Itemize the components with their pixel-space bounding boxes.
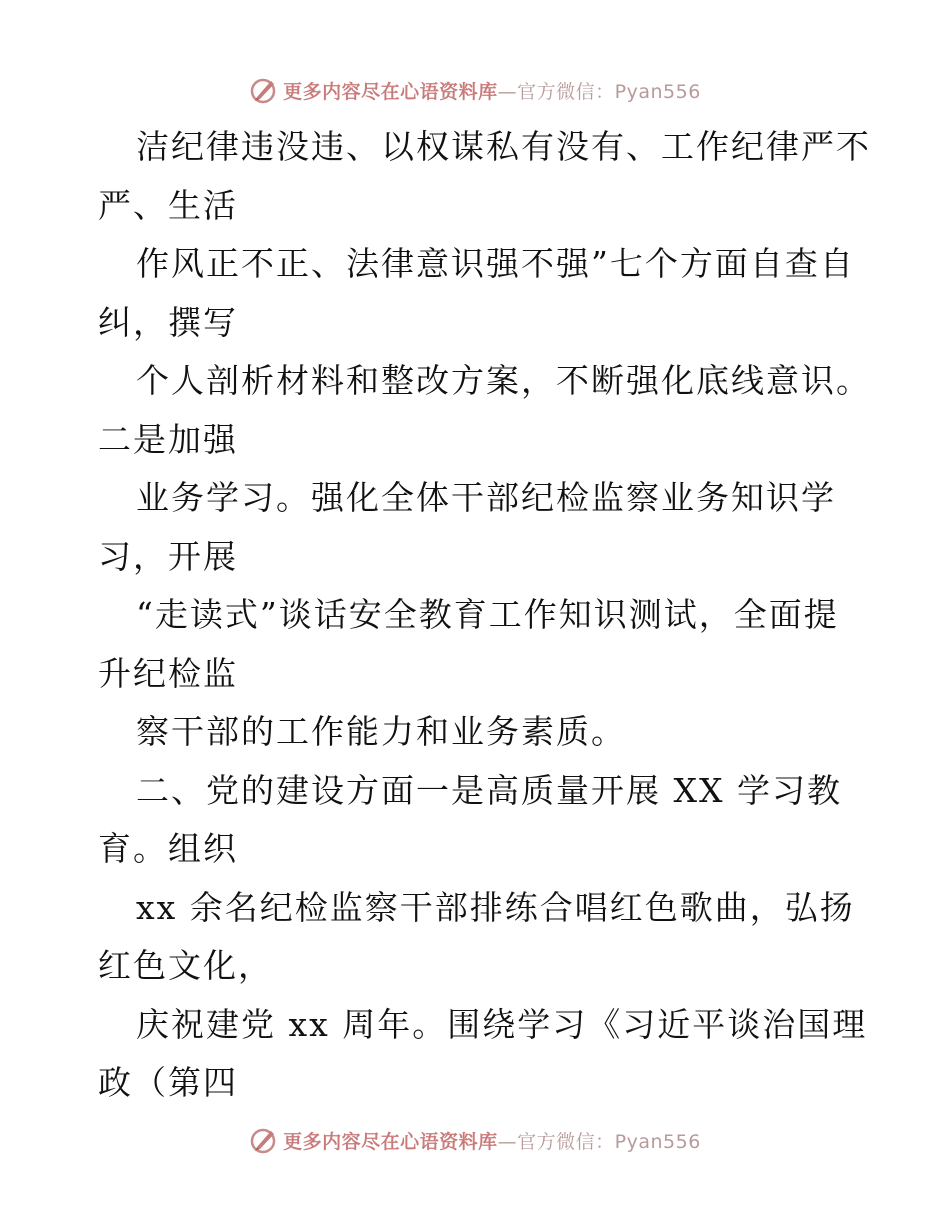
text-line: “走读式”谈话安全教育工作知识测试，全面提	[136, 595, 839, 634]
text-line: 育。组织	[98, 829, 238, 868]
watermark-contact: —官方微信：Pyan556	[497, 1130, 701, 1153]
header-watermark	[0, 72, 950, 108]
text-line: 洁纪律违没违、以权谋私有没有、工作纪律严不	[136, 127, 871, 166]
text-line: 业务学习。强化全体干部纪检监察业务知识学	[136, 478, 836, 517]
text-line: 习，开展	[98, 536, 238, 576]
watermark-brand: 更多内容尽在心语资料库	[283, 1130, 498, 1153]
text-line: 红色文化，	[98, 946, 273, 985]
document-body	[98, 118, 871, 1113]
text-line: xx 余名纪检监察干部排练合唱红色歌曲，弘扬	[136, 887, 855, 927]
pen-logo-icon	[249, 75, 279, 105]
text-line: 庆祝建党 xx 周年。围绕学习《习近平谈治国理	[136, 1004, 868, 1044]
text-line: 政（第四	[98, 1063, 238, 1102]
watermark-brand: 更多内容尽在心语资料库	[283, 80, 498, 103]
text-line: 严、生活	[98, 185, 238, 225]
footer-watermark	[0, 1122, 950, 1158]
watermark-contact: —官方微信：Pyan556	[497, 80, 701, 103]
watermark-text	[283, 77, 701, 104]
text-line: 二是加强	[98, 419, 238, 459]
text-line: 升纪检监	[98, 653, 238, 693]
text-line: 纠，撰写	[98, 302, 238, 342]
watermark-text	[283, 1127, 701, 1154]
text-line: 察干部的工作能力和业务素质。	[136, 712, 626, 751]
text-line: 个人剖析材料和整改方案，不断强化底线意识。	[136, 361, 871, 400]
pen-logo-icon	[249, 1125, 279, 1155]
text-line: 作风正不正、法律意识强不强”七个方面自查自	[136, 244, 855, 283]
text-line: 二、党的建设方面一是高质量开展 XX 学习教	[136, 770, 842, 810]
